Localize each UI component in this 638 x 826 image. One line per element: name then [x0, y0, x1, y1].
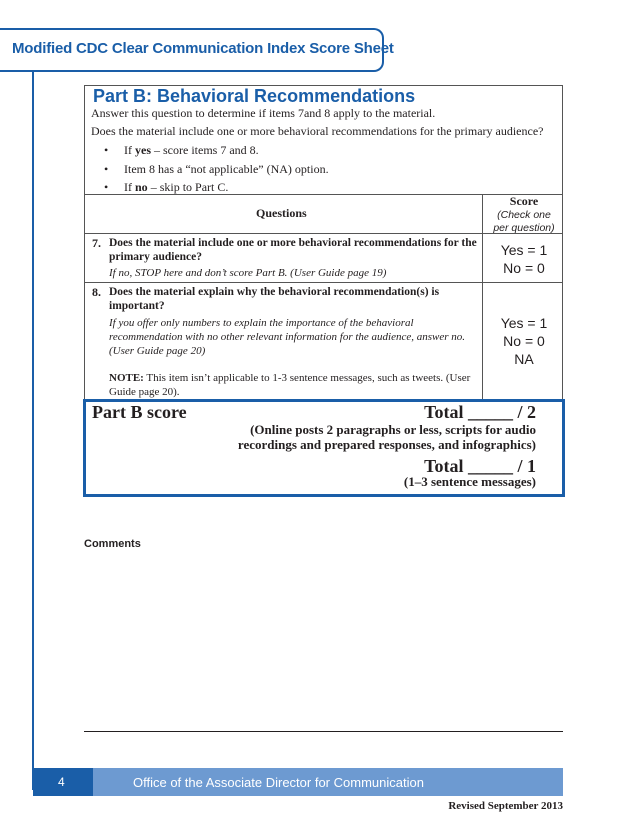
document-title: Modified CDC Clear Communication Index Score Sheet: [12, 40, 394, 57]
total-1-field[interactable]: Total _____ / 1: [424, 456, 536, 476]
column-header-score: Score (Check one per question): [493, 194, 555, 234]
total-2-field[interactable]: Total _____ / 2: [424, 402, 536, 422]
bullet-item: • If yes – score items 7 and 8.: [104, 143, 259, 157]
question-8-na-note: NOTE: This item isn’t applicable to 1-3 sentence messages, such as tweets. (User Guide page 20).: [109, 372, 471, 398]
q8-option-no[interactable]: No = 0: [503, 333, 545, 349]
q7-option-no[interactable]: No = 0: [503, 260, 545, 276]
comments-label: Comments: [84, 538, 141, 550]
question-8-text: Does the material explain why the behavioral recommendation(s) is important?: [109, 286, 440, 312]
page-number: 4: [33, 768, 93, 796]
column-header-questions: Questions: [256, 206, 307, 220]
table-rule: [84, 282, 563, 283]
bullet-item: • If no – skip to Part C.: [104, 180, 229, 194]
table-column-divider: [482, 194, 483, 400]
question-8-note: If you offer only numbers to explain the importance of the behavioral recommendation with no other relevant information for the audience, answer no. (User Guide page 20): [109, 317, 466, 357]
part-title: Part B: Behavioral Recommendations: [93, 86, 416, 106]
question-7-text: Does the material include one or more behavioral recommendations for the primary audience?: [109, 237, 477, 263]
q8-option-yes[interactable]: Yes = 1: [500, 315, 548, 331]
intro-text-2: Does the material include one or more behavioral recommendations for the primary audience?: [91, 124, 544, 138]
bullet-dot-icon: •: [104, 143, 109, 157]
question-8-number: 8.: [92, 285, 101, 299]
q8-option-na[interactable]: NA: [514, 351, 534, 367]
question-7-number: 7.: [92, 236, 101, 250]
bullet-item: • Item 8 has a “not applicable” (NA) option.: [104, 162, 329, 176]
question-7-note: If no, STOP here and don’t score Part B. (User Guide page 19): [109, 267, 387, 279]
footer-office-text: Office of the Associate Director for Communication: [133, 775, 424, 790]
comments-rule: [84, 731, 563, 732]
total-2-description: (Online posts 2 paragraphs or less, scripts for audio recordings and prepared responses, and infographics): [237, 422, 536, 452]
revised-date: Revised September 2013: [448, 800, 563, 812]
intro-text-1: Answer this question to determine if items 7and 8 apply to the material.: [91, 106, 436, 120]
bullet-dot-icon: •: [104, 180, 109, 194]
q7-option-yes[interactable]: Yes = 1: [500, 242, 548, 258]
left-margin-rule: [32, 72, 34, 790]
bullet-dot-icon: •: [104, 162, 109, 176]
part-b-score-label: Part B score: [92, 402, 187, 422]
total-1-description: (1–3 sentence messages): [403, 474, 536, 489]
